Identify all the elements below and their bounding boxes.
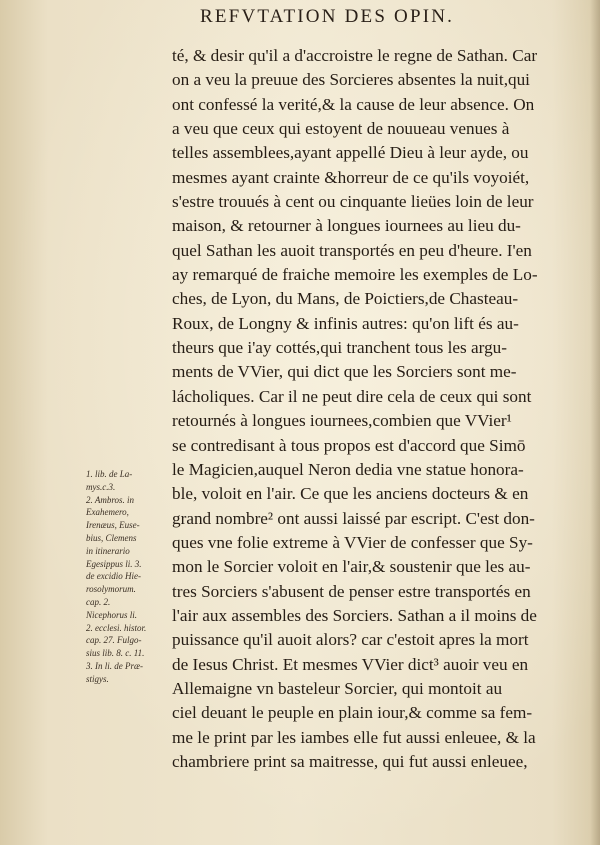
text-line: retournés à longues iournees,combien que VVier¹	[172, 411, 512, 431]
margin-note: cap. 2.	[86, 596, 111, 607]
text-line: Roux, de Longny & infinis autres: qu'on lift és au-	[172, 313, 519, 333]
text-line: de Iesus Christ. Et mesmes VVier dict³ auoir veu en	[172, 654, 529, 674]
text-line: lácholiques. Car il ne peut dire cela de ceux qui sont	[172, 386, 532, 406]
text-line: theurs que i'ay cottés,qui tranchent tous les argu-	[172, 338, 507, 358]
text-line: quel Sathan les auoit transportés en peu d'heure. I'en	[172, 240, 532, 260]
margin-note: stigys.	[86, 673, 109, 684]
text-line: ont confessé la verité,& la cause de leur absence. On	[172, 94, 535, 114]
margin-note: mys.c.3.	[86, 481, 116, 492]
text-line: mon le Sorcier voloit en l'air,& soustenir que les au-	[172, 557, 531, 577]
text-line: on a veu la preuue des Sorcieres absentes la nuit,qui	[172, 70, 530, 90]
running-head: REFVTATION DES OPIN.	[200, 6, 455, 27]
margin-note: Nicephorus li.	[86, 609, 137, 620]
text-line: grand nombre² ont aussi laissé par escript. C'est don-	[172, 508, 535, 528]
margin-note: Irenæus, Euse-	[86, 520, 140, 531]
margin-note: 3. In li. de Præ-	[86, 660, 143, 671]
text-line: ble, voloit en l'air. Ce que les anciens docteurs & en	[172, 484, 529, 504]
page-edge-shadow	[590, 0, 600, 845]
text-line: ay remarqué de fraiche memoire les exemples de Lo-	[172, 265, 538, 285]
margin-note: de excidio Hie-	[86, 571, 141, 582]
margin-note: Egesippus li. 3.	[86, 558, 142, 569]
margin-notes	[86, 468, 168, 686]
text-line: ments de VVier, qui dict que les Sorciers sont me-	[172, 362, 517, 382]
text-line: puissance qu'il auoit alors? car c'estoit apres la mort	[172, 630, 529, 650]
text-line: le Magicien,auquel Neron dedia vne statue honora-	[172, 459, 524, 479]
margin-note: sius lib. 8. c. 11.	[86, 648, 145, 659]
text-line: me le print par les iambes elle fut aussi enleuee, & la	[172, 727, 536, 747]
text-line: mesmes ayant crainte &horreur de ce qu'ils voyoiét,	[172, 167, 530, 187]
text-line: Allemaigne vn basteleur Sorcier, qui montoit au	[172, 678, 503, 698]
text-line: ciel deuant le peuple en plain iour,& comme sa fem-	[172, 703, 533, 723]
text-line: l'air aux assembles des Sorciers. Sathan a il moins de	[172, 605, 537, 625]
margin-note: rosolymorum.	[86, 584, 136, 595]
text-line: s'estre trouués à cent ou cinquante lieües loin de leur	[172, 192, 534, 212]
margin-note: cap. 27. Fulgo-	[86, 635, 142, 646]
body-text	[172, 44, 586, 774]
text-line: ches, de Lyon, du Mans, de Poictiers,de Chasteau-	[172, 289, 519, 309]
text-line: telles assemblees,ayant appellé Dieu à leur ayde, ou	[172, 143, 529, 163]
margin-note: in itinerario	[86, 545, 130, 556]
text-line: se contredisant à tous propos est d'accord que Simō	[172, 435, 526, 455]
margin-note: 1. lib. de La-	[86, 469, 133, 479]
text-line: té, & desir qu'il a d'accroistre le regne de Sathan. Car	[172, 46, 538, 65]
text-line: maison, & retourner à longues iournees au lieu du-	[172, 216, 521, 236]
margin-note: 2. Ambros. in	[86, 494, 135, 505]
margin-note: 2. ecclesi. histor.	[86, 622, 147, 633]
margin-note: Exahemero,	[86, 507, 129, 518]
text-line: ques vne folie extreme à VVier de confesser que Sy-	[172, 532, 533, 552]
text-line: tres Sorciers s'abusent de penser estre transportés en	[172, 581, 531, 601]
margin-note: bius, Clemens	[86, 532, 137, 543]
text-line: a veu que ceux qui estoyent de nouueau venues à	[172, 119, 510, 139]
text-line: chambriere print sa maitresse, qui fut aussi enleuee,	[172, 751, 528, 771]
